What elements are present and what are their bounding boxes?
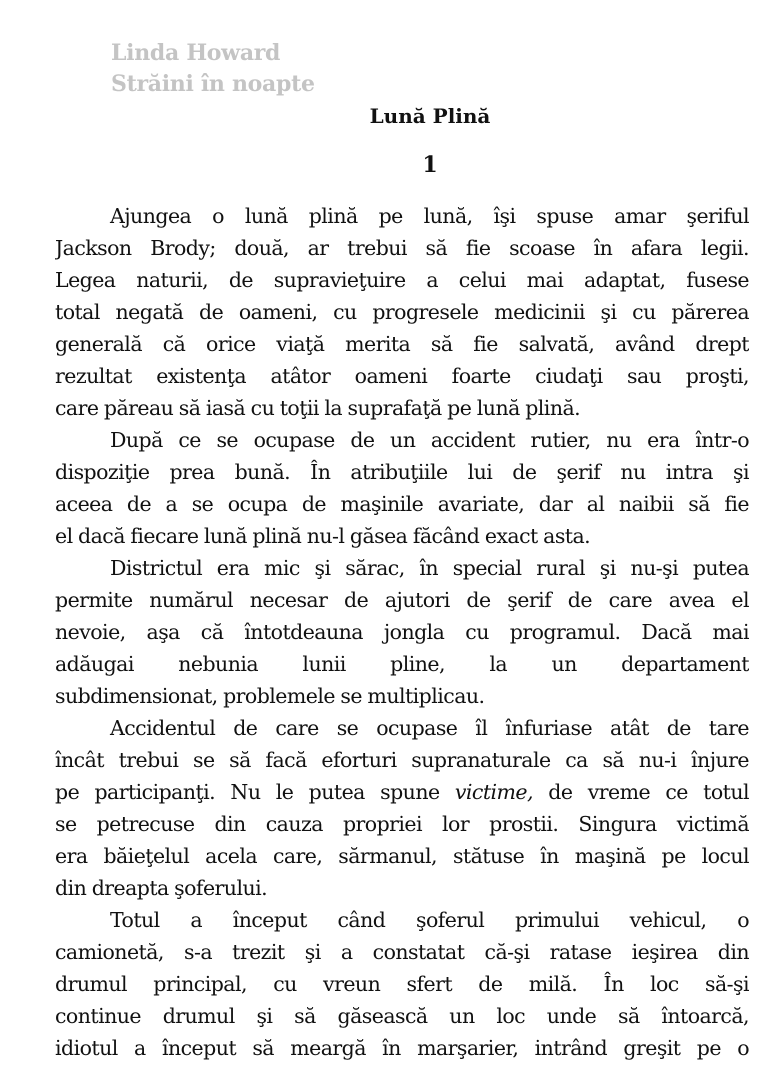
text-line: încât trebui se să facă eforturi supranaturale ca să nu-i înjure (55, 748, 749, 772)
text-line: el dacă fiecare lună plină nu-l găsea făcând exact asta. (55, 524, 591, 548)
chapter-number: 1 (422, 152, 438, 178)
text-line: permite numărul necesar de ajutori de şerif de care avea el (55, 588, 749, 612)
text-line: Accidentul de care se ocupase îl înfuriase atât de tare (110, 716, 749, 740)
text-line: nevoie, aşa că întotdeauna jongla cu programul. Dacă mai (55, 620, 749, 644)
text-line: generală că orice viaţă merita să fie salvată, având drept (55, 332, 749, 356)
text-line: adăugai nebunia lunii pline, la un departament (55, 652, 749, 676)
text-line: Jackson Brody; două, ar trebui să fie scoase în afara legii. (55, 236, 749, 260)
text-line: idiotul a început să meargă în marşarier, intrând greşit pe o (55, 1036, 749, 1060)
text-line: camionetă, s-a trezit şi a constatat că-şi ratase ieşirea din (55, 940, 749, 964)
text-line: drumul principal, cu vreun sfert de milă. În loc să-şi (55, 972, 749, 996)
text-line: se petrecuse din cauza propriei lor prostii. Singura victimă (55, 812, 749, 836)
part-title: Lună Plină (369, 104, 491, 128)
text-line: Ajungea o lună plină pe lună, îşi spuse amar şeriful (110, 204, 749, 228)
text-line: era băieţelul acela care, sărmanul, stătuse în maşină pe locul (55, 844, 749, 868)
text-line: Totul a început când şoferul primului vehicul, o (110, 908, 749, 932)
book-title: Străini în noapte (111, 71, 315, 97)
text-line: Legea naturii, de supravieţuire a celui mai adaptat, fusese (55, 268, 749, 292)
running-header (111, 38, 315, 100)
author-name: Linda Howard (111, 40, 281, 66)
text-line: aceea de a se ocupa de maşinile avariate, dar al naibii să fie (55, 492, 749, 516)
text-line: Districtul era mic şi sărac, în special rural şi nu-şi putea (110, 556, 749, 580)
text-line: care păreau să iasă cu toţii la suprafaţă pe lună plină. (55, 396, 581, 420)
text-line: dispoziţie prea bună. În atribuţiile lui de şerif nu intra şi (55, 460, 749, 484)
text-line: continue drumul şi să găsească un loc unde să întoarcă, (55, 1004, 749, 1028)
text-line: După ce se ocupase de un accident rutier, nu era într-o (110, 428, 749, 452)
text-line: din dreapta şoferului. (55, 876, 268, 900)
text-line: subdimensionat, problemele se multiplicau. (55, 684, 485, 708)
text-line: total negată de oameni, cu progresele medicinii şi cu părerea (55, 300, 749, 324)
text-line: pe participanţi. Nu le putea spune victime, de vreme ce totul (55, 780, 749, 804)
text-line: rezultat existenţa atâtor oameni foarte ciudaţi sau proşti, (55, 364, 749, 388)
chapter-body (55, 200, 749, 1064)
emphasized-word: victime, (454, 780, 533, 804)
